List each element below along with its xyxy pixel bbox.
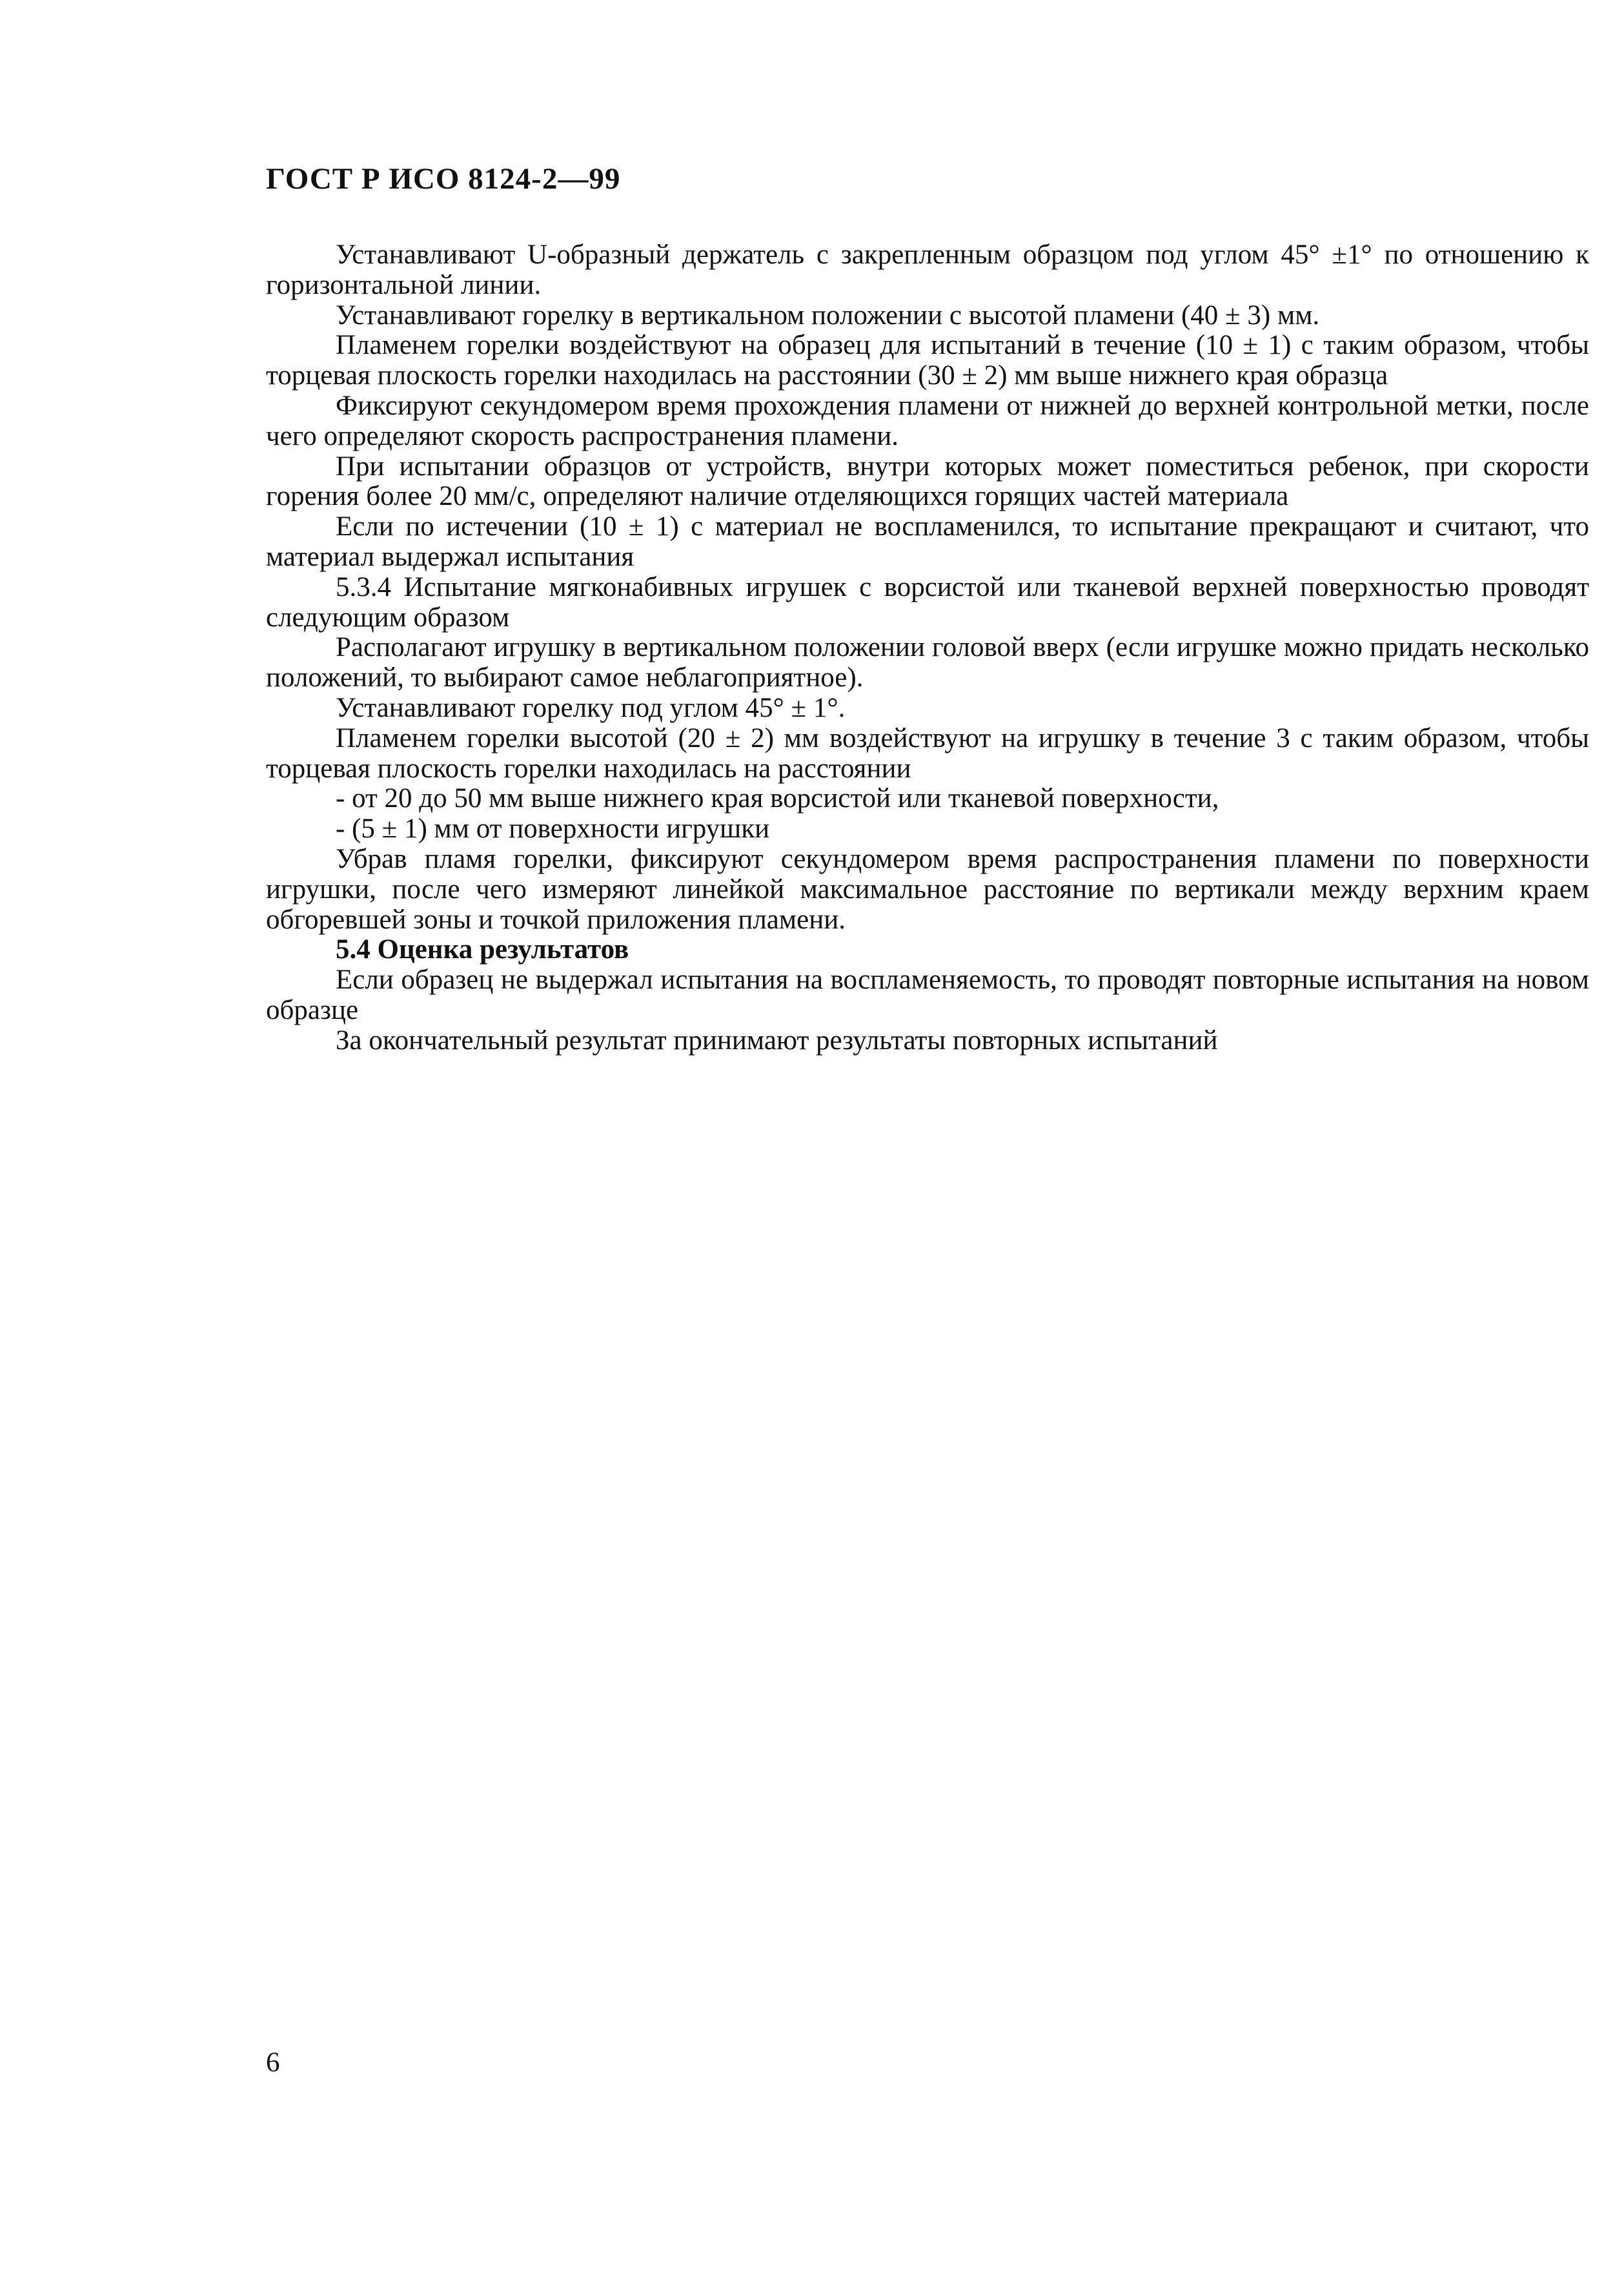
paragraph: Пламенем горелки высотой (20 ± 2) мм воздействуют на игрушку в течение 3 с таким образом, чтобы торцевая плоскость горелки находилась на расстоянии [266,722,1589,784]
body-text [266,240,1589,1056]
list-item: - (5 ± 1) мм от поверхности игрушки [336,814,770,845]
paragraph: 5.3.4 Испытание мягконабивных игрушек с ворсистой или тканевой верхней поверхностью проводят следующим образом [266,571,1589,633]
section-heading: 5.4 Оценка результатов [336,934,629,965]
paragraph: Устанавливают горелку под углом 45° ± 1°. [336,692,846,723]
paragraph: Фиксируют секундомером время прохождения пламени от нижней до верхней контрольной метки, после чего определяют скорость распространения пламени. [266,390,1589,451]
paragraph: Убрав пламя горелки, фиксируют секундомером время распространения пламени по поверхности игрушки, после чего измеряют линейкой максимальное расстояние по вертикали между верхним краем обгоревшей зоны и точкой приложения пламени. [266,843,1589,935]
page-number: 6 [266,2047,280,2078]
paragraph: Устанавливают горелку в вертикальном положении с высотой пламени (40 ± 3) мм. [336,300,1320,331]
paragraph: Располагают игрушку в вертикальном положении головой вверх (если игрушке можно придать несколько положений, то выбирают самое неблагоприятное). [266,632,1589,693]
paragraph: При испытании образцов от устройств, внутри которых может поместиться ребенок, при скорости горения более 20 мм/с, определяют наличие отделяющихся горящих частей материала [266,451,1589,512]
list-item: - от 20 до 50 мм выше нижнего края ворсистой или тканевой поверхности, [336,783,1219,814]
paragraph: Если образец не выдержал испытания на воспламеняемость, то проводят повторные испытания на новом образце [266,965,1589,1025]
paragraph: За окончательный результат принимают результаты повторных испытаний [336,1025,1218,1056]
paragraph: Если по истечении (10 ± 1) с материал не воспламенился, то испытание прекращают и считают, что материал выдержал испытания [266,511,1589,572]
paragraph: Пламенем горелки воздействуют на образец для испытаний в течение (10 ± 1) с таким образом, чтобы торцевая плоскость горелки находилась на расстоянии (30 ± 2) мм выше нижнего края образца [266,330,1589,391]
paragraph: Устанавливают U-образный держатель с закрепленным образцом под углом 45° ±1° по отношению к горизонтальной линии. [266,240,1589,300]
document-code: ГОСТ Р ИСО 8124-2—99 [266,162,621,196]
